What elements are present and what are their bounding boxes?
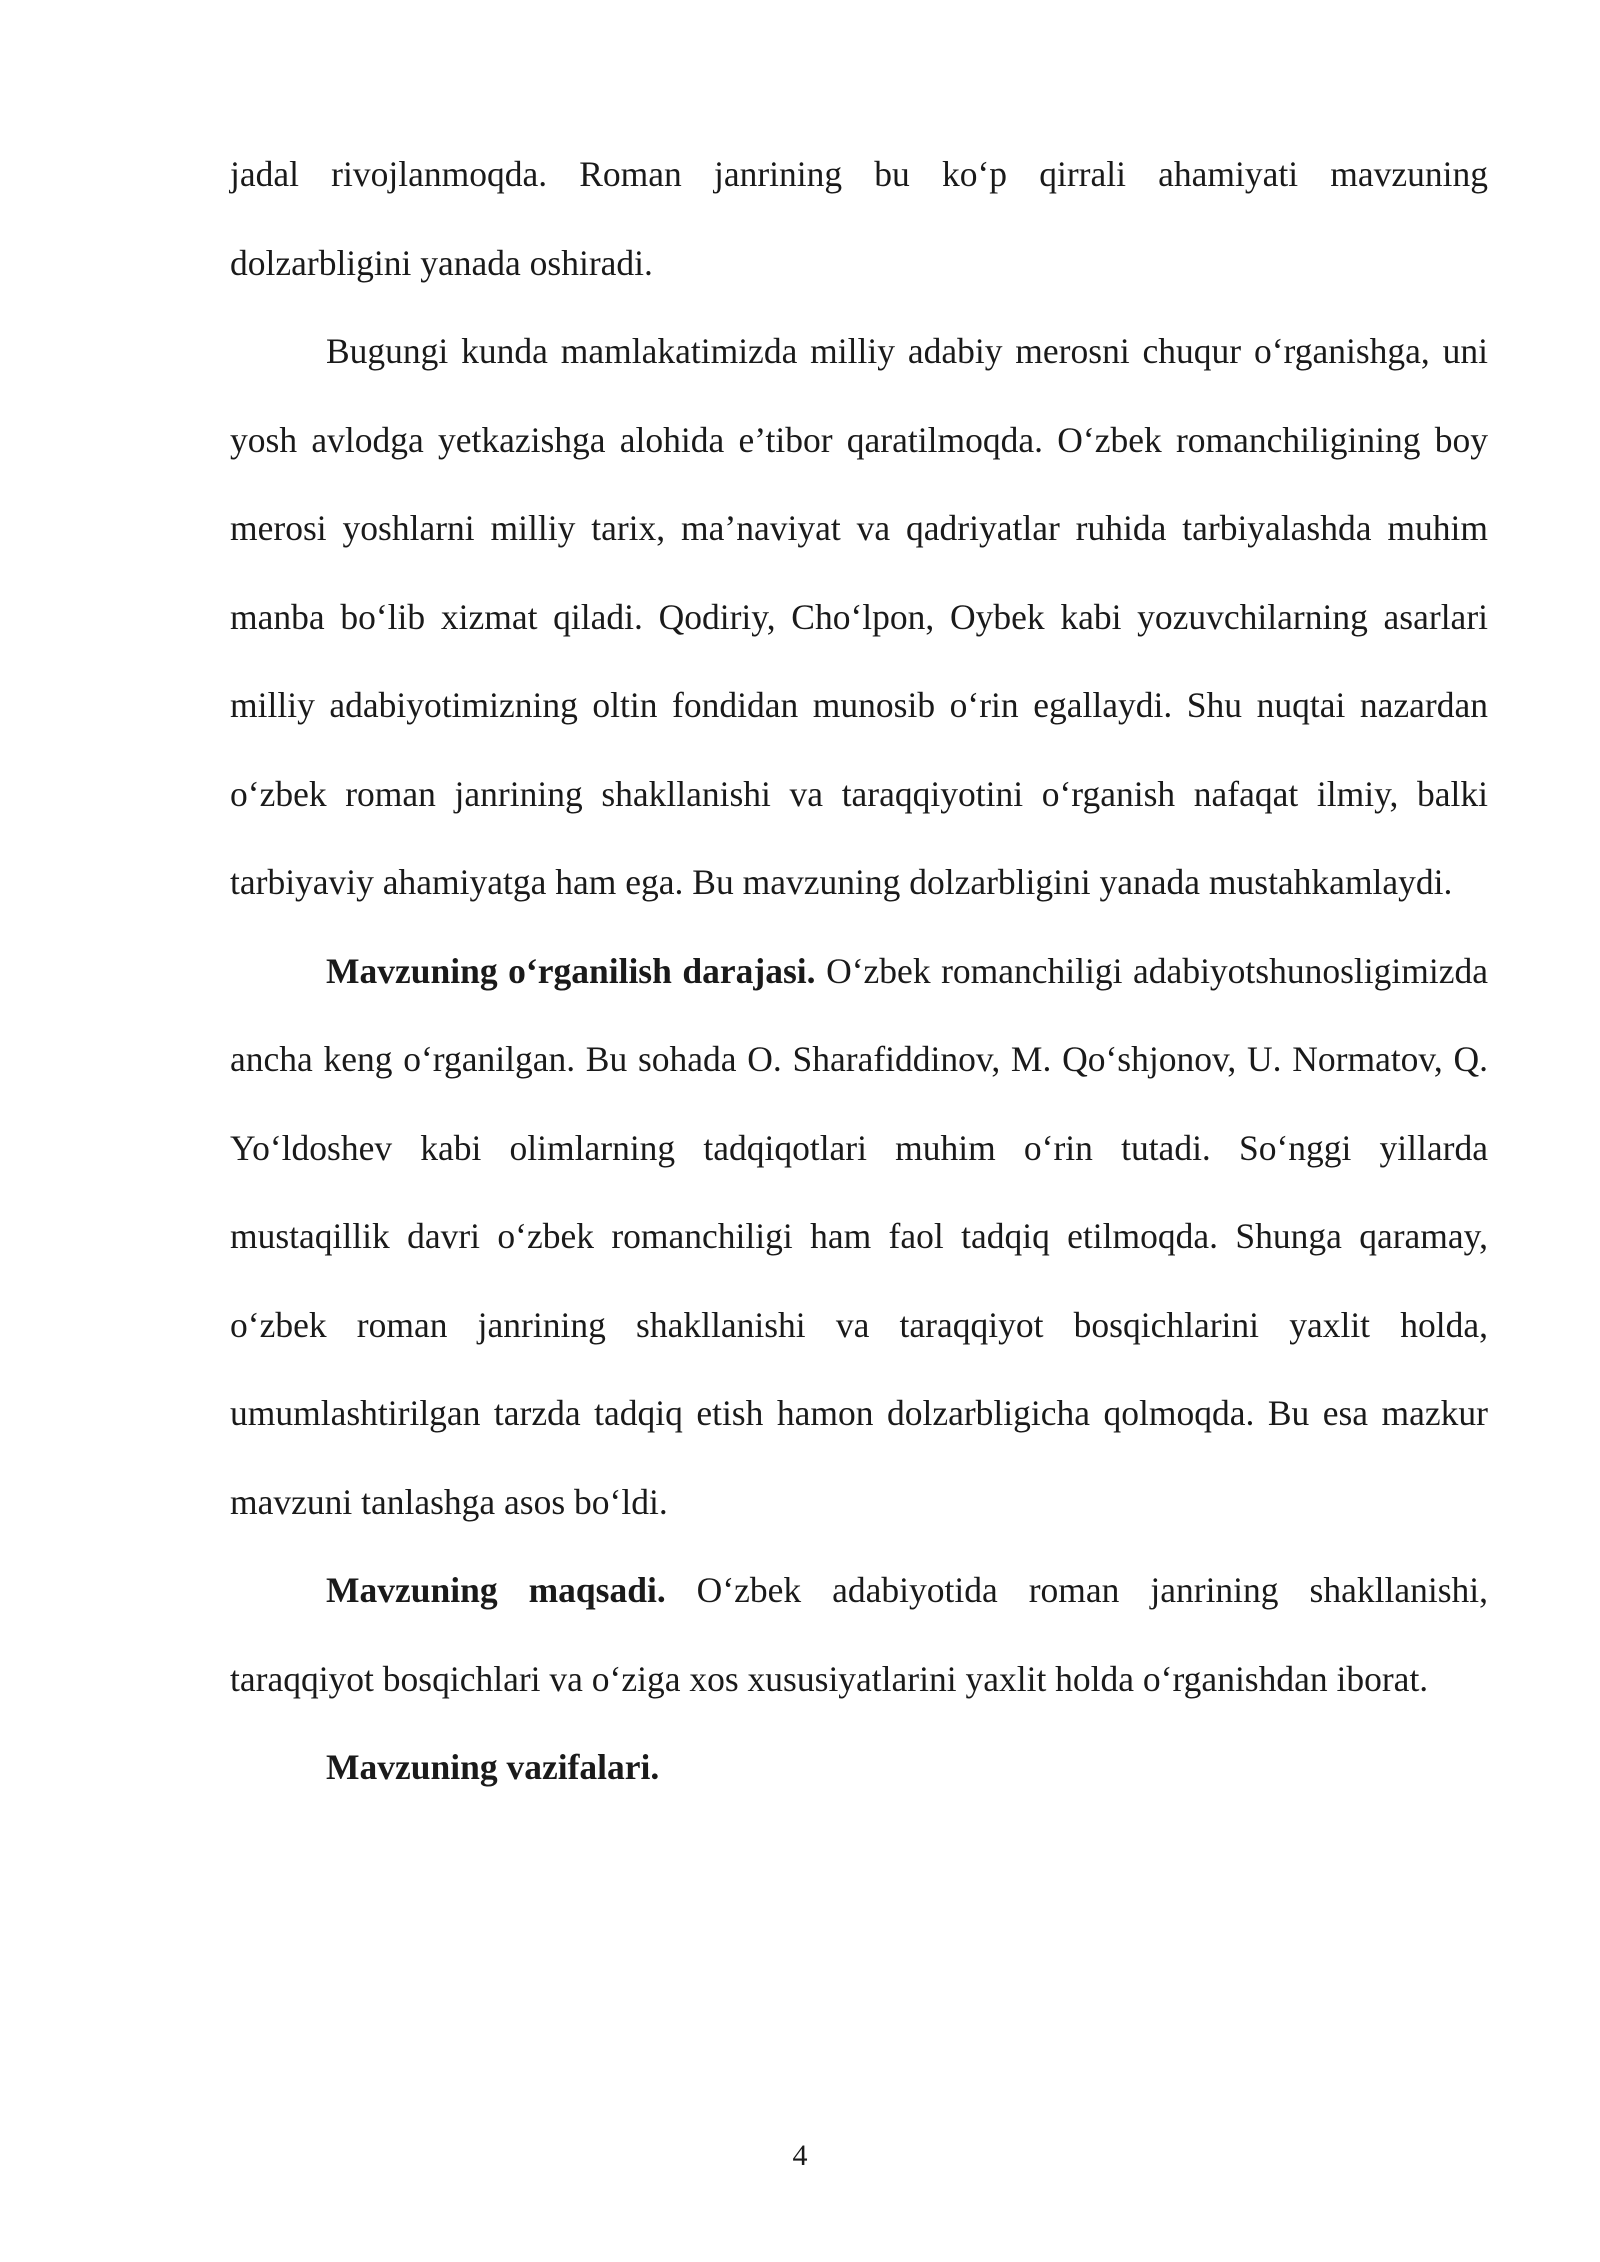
paragraph-study-level	[230, 927, 1488, 1547]
heading-tasks: Mavzuning vazifalari.	[326, 1747, 660, 1787]
heading-study-level: Mavzuning o‘rganilish darajasi.	[326, 950, 816, 991]
paragraph-continuation: jadal rivojlanmoqda. Roman janrining bu ko‘p qirrali ahamiyati mavzuning dolzarbligini yanada oshiradi.	[230, 154, 1488, 283]
page-number: 4	[792, 2139, 808, 2172]
heading-goal: Mavzuning maqsadi.	[326, 1570, 666, 1610]
goal-text: O‘zbek adabiyotida roman janrining shakllanishi, taraqqiyot bosqichlari va o‘ziga xos xususiyatlarini yaxlit holda o‘rganishdan iborat.	[230, 1570, 1488, 1699]
paragraph-national-heritage: Bugungi kunda mamlakatimizda milliy adabiy merosni chuqur o‘rganishga, uni yosh avlodga yetkazishga alohida e’tibor qaratilmoqda. O‘zbek romanchiligining boy merosi yoshlarni milliy tarix, ma’naviyat va qadriyatlar ruhida tarbiyalashda muhim manba bo‘lib xizmat qiladi. Qodiriy, Cho‘lpon, Oybek kabi yozuvchilarning asarlari milliy adabiyotimizning oltin fondidan munosib o‘rin egallaydi. Shu nuqtai nazardan o‘zbek roman janrining shakllanishi va taraqqiyotini o‘rganish nafaqat ilmiy, balki tarbiyaviy ahamiyatga ham ega. Bu mavzuning dolzarbligini yanada mustahkamlaydi.	[230, 331, 1488, 902]
paragraph-goal	[230, 1546, 1488, 1723]
study-level-text: O‘zbek romanchiligi adabiyotshunosligimizda ancha keng o‘rganilgan. Bu sohada O. Sharafiddinov, M. Qo‘shjonov, U. Normatov, Q. Yo‘ldoshev kabi olimlarning tadqiqotlari muhim o‘rin tutadi. So‘nggi yillarda mustaqillik davri o‘zbek romanchiligi ham faol tadqiq etilmoqda. Shunga qaramay, o‘zbek roman janrining shakllanishi va taraqqiyot bosqichlarini yaxlit holda, umumlashtirilgan tarzda tadqiq etish hamon dolzarbligicha qolmoqda. Bu esa mazkur mavzuni tanlashga asos bo‘ldi.	[230, 950, 1488, 1522]
paragraph-tasks	[230, 1723, 1488, 1812]
page-body	[230, 130, 1488, 1812]
